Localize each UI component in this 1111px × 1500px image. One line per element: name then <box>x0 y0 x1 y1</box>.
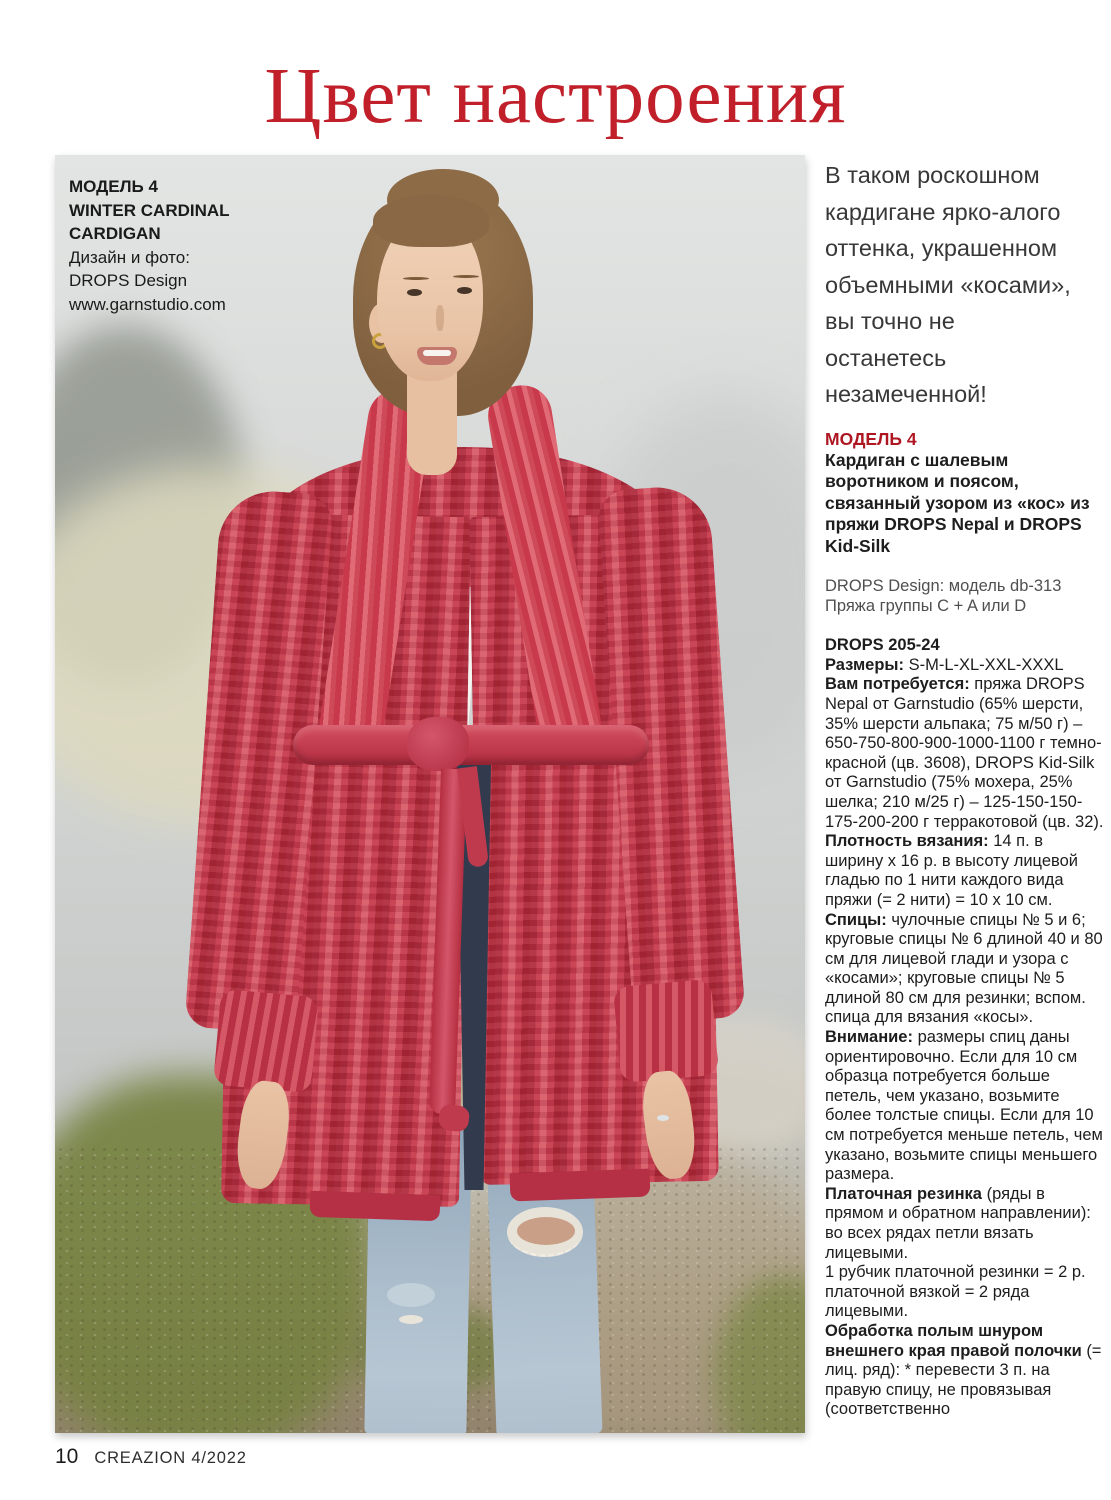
credit-design-name: CARDIGAN <box>69 224 161 243</box>
pattern-instructions <box>825 577 1105 1420</box>
photo-credit <box>69 175 230 316</box>
teeth <box>423 350 451 356</box>
eye <box>407 289 422 296</box>
nose <box>436 305 444 331</box>
knee-wear-patch <box>387 1283 435 1307</box>
instruction-paragraph: Плотность вязания: 14 п. в ширину х 16 р. в высоту лицевой гладью по 1 нити каждого вида пряжи (= 2 нити) = 10 х 10 см. <box>825 832 1078 909</box>
cardigan-hem <box>510 1169 651 1202</box>
pattern-column <box>825 157 1105 1420</box>
instruction-paragraph: DROPS 205-24 <box>825 636 940 655</box>
model-photo <box>55 155 805 1433</box>
instruction-paragraph: Вам потребуется: пряжа DROPS Nepal от Garnstudio (65% шерсти, 35% шерсти альпака; 75 м/50 г) – 650-750-800-900-1000-1100 г темно-красной (цв. 3608), DROPS Kid-Silk от Garnstudio (75% мохера, 25% шелка; 210 м/25 г) – 125-150-150-175-200-200 г терракотовой (цв. 32). <box>825 675 1104 831</box>
eyebrow <box>453 275 479 278</box>
cardigan-hem <box>310 1191 441 1222</box>
instruction-paragraph: Внимание: размеры спиц даны ориентировочно. Если для 10 см образца потребуется больше петель, чем указано, возьмите более толстые спицы. Если для 10 см потребуется меньше петель, чем указано, возьмите спицы меньшего размера. <box>825 1028 1103 1184</box>
page-footer <box>55 1445 247 1469</box>
instruction-paragraph: DROPS Design: модель db-313 <box>825 577 1062 595</box>
credit-model-number: МОДЕЛЬ 4 <box>69 177 158 196</box>
credit-website: www.garnstudio.com <box>69 294 226 314</box>
folded-cuff-left <box>213 989 319 1093</box>
page-title: Цвет настроения <box>264 53 847 140</box>
eye <box>457 287 472 294</box>
knee-small-tear <box>399 1315 423 1324</box>
credit-designer: DROPS Design <box>69 271 188 290</box>
intro-text: В таком роскошном кардигане ярко-алого оттенка, украшенном объемными «косами», вы точно не останетесь незамеченной! <box>825 162 1071 407</box>
instruction-paragraph: Обработка полым шнуром внешнего края правой полочки (= лиц. ряд): * перевести 3 п. на правую спицу, не провязывая (соответственно <box>825 1321 1102 1419</box>
model-description: Кардиган с шалевым воротником и поясом, связанный узором из «кос» из пряжи DROPS Nepal и DROPS Kid-Silk <box>825 449 1090 556</box>
hair-fringe <box>373 195 489 247</box>
knee-skin <box>517 1217 575 1245</box>
belt-knot <box>407 717 469 771</box>
instruction-paragraph: Размеры: S-M-L-XL-XXL-XXXL <box>825 655 1064 674</box>
cardigan-belt <box>293 725 649 765</box>
instruction-paragraph: Платочная резинка (ряды в прямом и обратном направлении): во всех рядах петли вязать лицевыми. <box>825 1184 1091 1262</box>
credit-design-photo-label: Дизайн и фото: <box>69 247 190 267</box>
instruction-paragraph: Спицы: чулочные спицы № 5 и 6; круговые спицы № 6 длиной 40 и 80 см для лицевой глади и узора с «косами»; круговые спицы № 5 длиной 80 см для резинки; вспом. спица для вязания «косы». <box>825 910 1103 1027</box>
eyebrow <box>403 277 429 280</box>
instruction-paragraph: Пряжа группы C + A или D <box>825 596 1027 615</box>
magazine-issue: CREAZION 4/2022 <box>94 1449 247 1467</box>
model-heading: МОДЕЛЬ 4 <box>825 428 917 449</box>
folded-cuff-right <box>613 979 719 1083</box>
instruction-paragraph: 1 рубчик платочной резинки = 2 р. платочной вязкой = 2 ряда лицевыми. <box>825 1263 1086 1321</box>
page-number: 10 <box>55 1445 79 1468</box>
finger-ring <box>657 1115 669 1121</box>
credit-design-name: WINTER CARDINAL <box>69 200 230 220</box>
